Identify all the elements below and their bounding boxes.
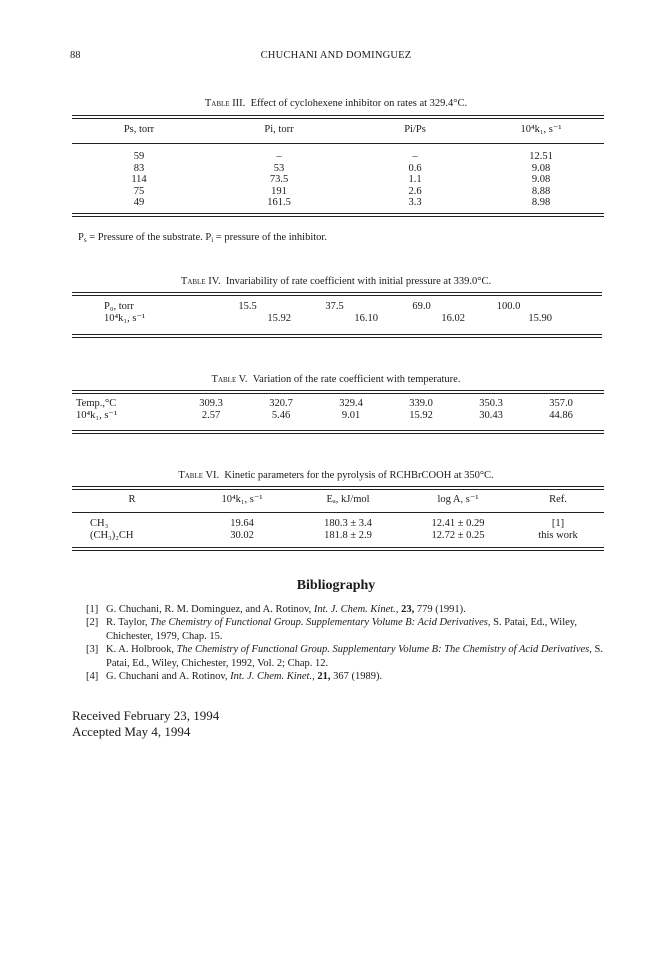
table6-col-k: 10⁴k₁, s⁻¹ (221, 494, 263, 505)
bib-item: [4] G. Chuchani and A. Rotinov, Int. J. Chem. Kinet., 21, 367 (1989). (86, 671, 383, 683)
table-cell: 309.3 (199, 398, 223, 409)
table4-bottom-rule-2 (72, 337, 602, 338)
table-cell: 180.3 ± 3.4 (324, 518, 372, 529)
table3-body (72, 151, 604, 209)
table-cell: 8.98 (531, 197, 551, 208)
table6-col-ea: Eₐ, kJ/mol (326, 494, 370, 505)
running-title: CHUCHANI AND DOMINGUEZ (260, 50, 412, 61)
table-cell: 37.5 (325, 301, 344, 312)
table5-bottom-rule (72, 430, 604, 431)
table-cell: 2.6 (408, 185, 422, 197)
table-cell: 329.4 (339, 398, 363, 409)
row-label: P₀, torr (104, 301, 134, 312)
table-cell: (CH₃)₂CH (90, 529, 134, 541)
table-cell: 44.86 (549, 409, 573, 421)
table-cell: 2.57 (201, 409, 221, 421)
row-label: 10⁴k₁, s⁻¹ (76, 409, 118, 421)
table-cell: 8.88 (531, 185, 551, 197)
table6-caption (0, 470, 672, 481)
table-cell: 49 (133, 197, 145, 208)
table3-top-rule (72, 115, 604, 116)
table-cell: 73.5 (269, 174, 289, 185)
table3-col-pi: Pi, torr (264, 124, 294, 135)
table3-bottom-rule (72, 213, 604, 214)
row-label: Temp.,°C (76, 398, 117, 409)
table5-bottom-rule-2 (72, 433, 604, 434)
table-row (72, 186, 604, 198)
table5-caption (0, 374, 672, 385)
table4-top-rule-2 (72, 295, 602, 296)
table3-label: Table III. (204, 98, 246, 109)
table3-header-rule (72, 143, 604, 144)
table6-title: Kinetic parameters for the pyrolysis of RCHBrCOOH at 350°C. (224, 470, 494, 481)
table6-label: Table VI. (178, 470, 220, 481)
table4-label: Table IV. (180, 276, 221, 287)
table-cell: 12.72 ± 0.25 (431, 529, 485, 541)
bibliography-title: Bibliography (296, 578, 376, 593)
table-cell: 9.08 (531, 174, 551, 185)
table-cell: 9.08 (531, 162, 551, 174)
table-cell: – (276, 151, 282, 162)
table-cell: 12.51 (529, 151, 553, 162)
table6-header (72, 494, 604, 506)
table-row (72, 163, 604, 175)
table-cell: 3.3 (408, 197, 422, 208)
bibliography-list (86, 603, 606, 683)
table6-col-ref: Ref. (549, 494, 567, 505)
table-row (76, 398, 596, 410)
row-label: 10⁴k₁, s⁻¹ (104, 312, 146, 324)
received-date: Received February 23, 1994 (72, 708, 220, 723)
table4-caption (0, 276, 672, 287)
table-cell: 1.1 (408, 174, 422, 185)
table-row (104, 301, 552, 313)
bib-item: [2] R. Taylor, The Chemistry of Functional Group. Supplementary Volume B: Acid Derivatives, S. Patai, Ed., Wiley, Chichester, 1979, Chap. 15. (86, 617, 577, 642)
table3-header (72, 124, 604, 136)
table-cell: 19.64 (230, 518, 254, 529)
table6-col-r: R (128, 494, 136, 505)
table5-top-rule-2 (72, 393, 604, 394)
table-cell: 15.5 (238, 301, 257, 312)
table-cell: 5.46 (271, 409, 291, 421)
table3-caption (0, 98, 672, 109)
table5-body (76, 398, 596, 421)
table-cell: 15.90 (528, 312, 552, 324)
table-cell: this work (538, 529, 578, 541)
table-row (72, 174, 604, 186)
table-cell: 16.02 (441, 312, 465, 324)
table-row (72, 197, 604, 209)
table4-top-rule (72, 292, 602, 293)
page-number: 88 (70, 50, 81, 61)
table-cell: 357.0 (549, 398, 573, 409)
table-row (72, 518, 604, 530)
table6-top-rule-2 (72, 489, 604, 490)
table-cell: 181.8 ± 2.9 (324, 529, 372, 541)
table6-body (72, 518, 604, 541)
table4-bottom-rule (72, 334, 602, 335)
table5-top-rule (72, 390, 604, 391)
table6-bottom-rule (72, 547, 604, 548)
table6-bottom-rule-2 (72, 550, 604, 551)
table-row (104, 313, 552, 325)
table-cell: 30.43 (479, 409, 503, 421)
table3-col-ratio: Pi/Ps (404, 124, 426, 135)
table-cell: 9.01 (341, 409, 361, 421)
table-cell: 15.92 (267, 312, 291, 324)
table-cell: 191 (271, 185, 287, 197)
table-cell: 12.41 ± 0.29 (431, 518, 485, 529)
table-cell: 0.6 (408, 162, 422, 174)
table-cell: – (412, 151, 418, 162)
table-row (76, 410, 596, 422)
table-cell: 114 (131, 174, 147, 185)
table-cell: 69.0 (412, 301, 431, 312)
table-cell: 161.5 (267, 197, 291, 208)
table-cell: 320.7 (269, 398, 293, 409)
table-cell: CH₃ (90, 518, 109, 529)
table5-label: Table V. (211, 374, 248, 385)
table-cell: 15.92 (409, 409, 433, 421)
table3-top-rule-2 (72, 118, 604, 119)
bib-item: [1] G. Chuchani, R. M. Dominguez, and A. Rotinov, Int. J. Chem. Kinet., 23, 779 (1991). (86, 604, 466, 615)
table-cell: 53 (273, 162, 285, 174)
table-cell: 339.0 (409, 398, 433, 409)
table6-header-rule (72, 512, 604, 513)
table-cell: [1] (551, 518, 565, 529)
table-cell: 350.3 (479, 398, 503, 409)
table4-body (104, 301, 552, 324)
table3-col-ps: Ps, torr (123, 124, 155, 135)
table-row (72, 530, 604, 542)
table3-footnote: $P_s$ = Pressure of the substrate. $P_i$ = pressure of the inhibitor. (78, 232, 327, 244)
table5-title: Variation of the rate coefficient with temperature. (252, 374, 461, 385)
accepted-date: Accepted May 4, 1994 (72, 724, 191, 739)
table-cell: 59 (133, 151, 145, 162)
table3-col-k: 10⁴k₁, s⁻¹ (520, 124, 562, 135)
table6-top-rule (72, 486, 604, 487)
table3-bottom-rule-2 (72, 216, 604, 217)
table6-col-loga: log A, s⁻¹ (437, 494, 479, 505)
table-cell: 16.10 (354, 312, 378, 324)
table3-title: Effect of cyclohexene inhibitor on rates at 329.4°C. (250, 98, 468, 109)
table4-title: Invariability of rate coefficient with initial pressure at 339.0°C. (225, 276, 492, 287)
table-cell: 83 (133, 162, 145, 174)
table-cell: 75 (133, 185, 145, 197)
table-row (72, 151, 604, 163)
bib-item: [3] K. A. Holbrook, The Chemistry of Functional Group. Supplementary Volume B: The Chemistry of Acid Derivatives, S. Patai, Ed., Wiley, Chichester, 1992, Vol. 2; Chap. 12. (86, 644, 603, 669)
table-cell: 30.02 (230, 529, 254, 541)
table-cell: 100.0 (496, 301, 521, 312)
